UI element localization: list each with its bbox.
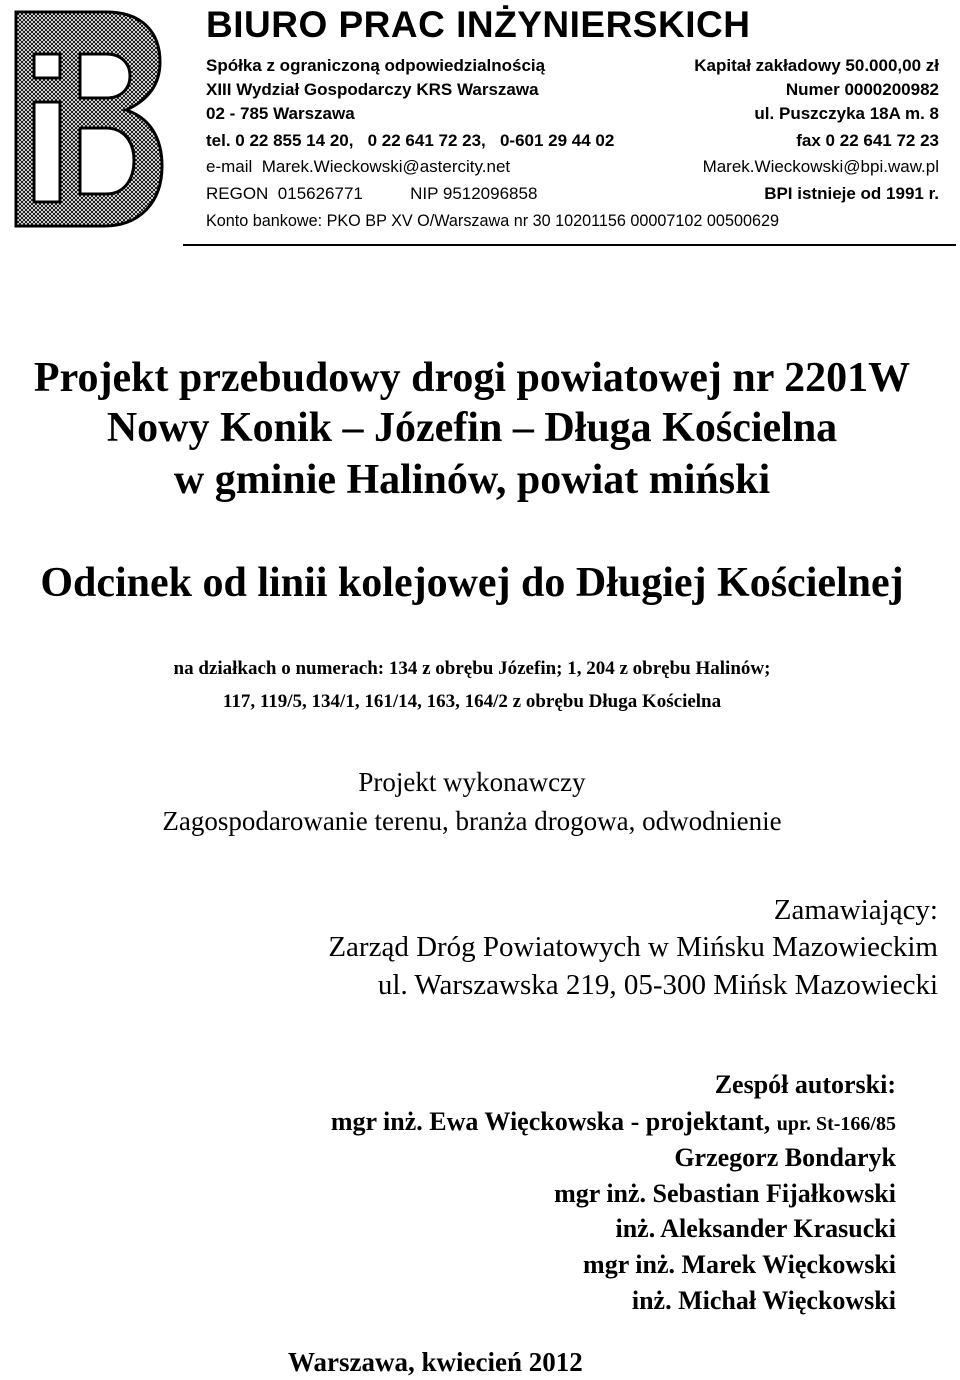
letterhead-row	[206, 56, 939, 78]
project-title-line: Projekt przebudowy drogi powiatowej nr 2201W	[33, 355, 911, 401]
project-type: Projekt wykonawczy	[358, 767, 586, 797]
letterhead-row-right: ul. Puszczyka 18A m. 8	[754, 104, 939, 123]
team-member: mgr inż. Sebastian Fijałkowski	[554, 1179, 896, 1208]
team-member: mgr inż. Marek Więckowski	[583, 1250, 896, 1279]
client-label: Zamawiający:	[773, 894, 938, 926]
section-title: Odcinek od linii kolejowej do Długiej Kościelnej	[40, 560, 904, 606]
letterhead-row	[206, 80, 939, 102]
team-lead-name: mgr inż. Ewa Więckowska - projektant,	[330, 1107, 771, 1136]
email-left[interactable]: e-mail Marek.Wieckowski@astercity.net	[206, 157, 511, 176]
letterhead-row-left: 02 - 785 Warszawa	[206, 104, 355, 123]
parcels-line: 117, 119/5, 134/1, 161/14, 163, 164/2 z obrębu Długa Kościelna	[222, 691, 722, 712]
team-member: inż. Michał Więckowski	[631, 1286, 896, 1315]
letterhead-row-left: XIII Wydział Gospodarczy KRS Warszawa	[206, 80, 539, 99]
team-lead	[331, 1104, 896, 1142]
project-title-line: Nowy Konik – Józefin – Długa Kościelna	[106, 405, 838, 451]
company-name: BIURO PRAC INŻYNIERSKICH	[206, 4, 751, 45]
letterhead-row	[206, 131, 939, 153]
established-note: BPI istnieje od 1991 r.	[764, 184, 939, 203]
registry-numbers: REGON 015626771 NIP 9512096858	[206, 184, 538, 203]
email-right[interactable]: Marek.Wieckowski@bpi.waw.pl	[702, 157, 939, 176]
parcels-line: na działkach o numerach: 134 z obrębu Józefin; 1, 204 z obrębu Halinów;	[173, 658, 771, 679]
team-member: Grzegorz Bondaryk	[674, 1143, 896, 1172]
bank-account: Konto bankowe: PKO BP XV O/Warszawa nr 30 10201156 00007102 00500629	[206, 212, 779, 230]
project-scope: Zagospodarowanie terenu, branża drogowa, odwodnienie	[162, 806, 782, 836]
letterhead-row-left: tel. 0 22 855 14 20, 0 22 641 72 23, 0-601 29 44 02	[206, 131, 615, 150]
letterhead-row-right: Kapitał zakładowy 50.000,00 zł	[694, 56, 939, 75]
client-name: Zarząd Dróg Powiatowych w Mińsku Mazowieckim	[328, 931, 938, 963]
client-address: ul. Warszawska 219, 05-300 Mińsk Mazowiecki	[377, 969, 938, 1001]
letterhead-row-right: fax 0 22 641 72 23	[796, 131, 939, 150]
team-lead-license: upr. St-166/85	[776, 1113, 896, 1135]
letterhead-row	[206, 104, 939, 126]
company-logo	[14, 10, 164, 228]
team-label: Zespół autorski:	[714, 1070, 896, 1099]
project-title-line: w gminie Halinów, powiat miński	[173, 457, 771, 503]
letterhead-row	[206, 184, 939, 206]
team-member: inż. Aleksander Krasucki	[615, 1214, 896, 1243]
letterhead-row	[206, 157, 939, 179]
letterhead-row-right: Numer 0000200982	[785, 80, 939, 99]
header-divider	[183, 244, 956, 246]
letterhead-row-left: Spółka z ograniczoną odpowiedzialnością	[206, 56, 546, 75]
place-date: Warszawa, kwiecień 2012	[288, 1347, 583, 1377]
